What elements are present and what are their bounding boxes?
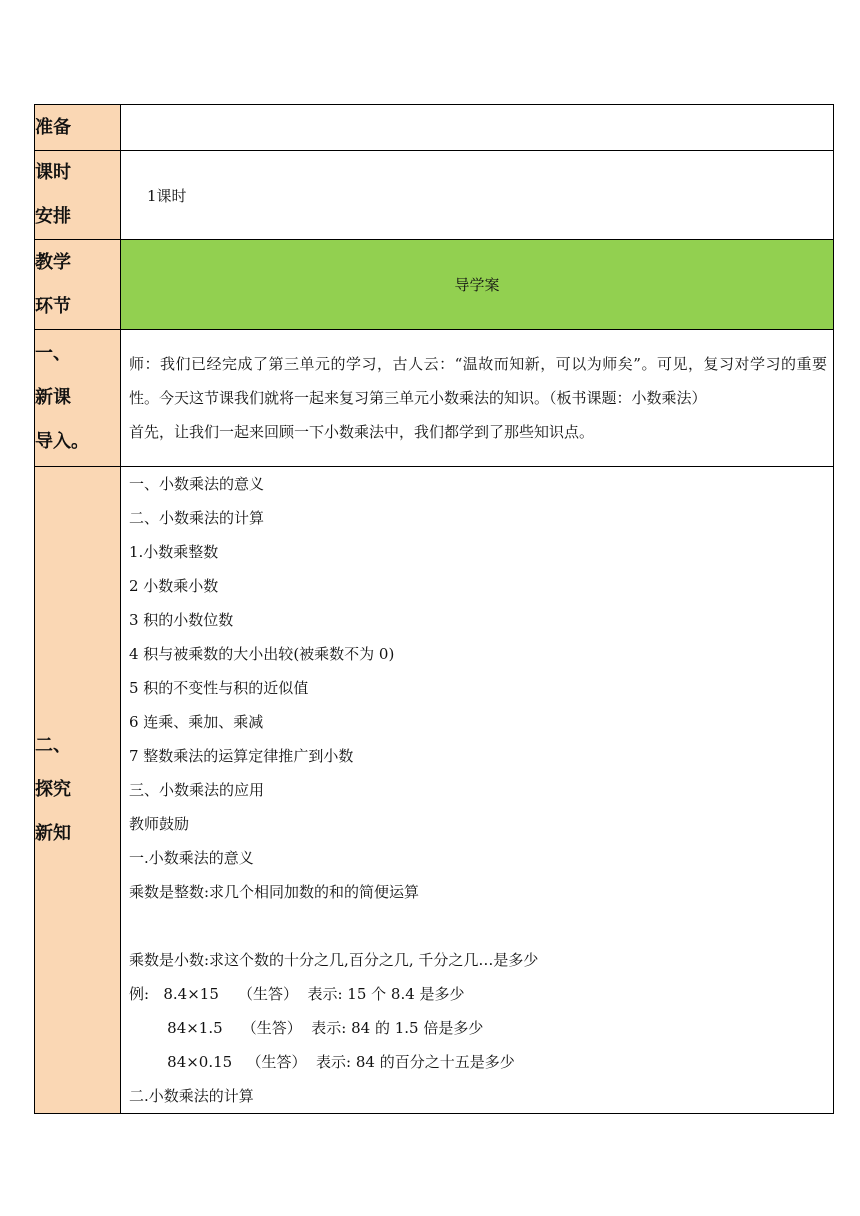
content-stage: 导学案 (121, 240, 834, 330)
explore-line: 例: 8.4×15 （生答） 表示: 15 个 8.4 是多少 (129, 985, 465, 1003)
explore-line: 教师鼓励 (129, 815, 190, 833)
label-explore-line2: 探究 (35, 779, 71, 800)
explore-line: 2 小数乘小数 (129, 577, 219, 595)
content-prep (121, 105, 834, 151)
explore-line: 7 整数乘法的运算定律推广到小数 (129, 747, 354, 765)
explore-line: 5 积的不变性与积的近似值 (129, 679, 309, 697)
label-stage-line2: 环节 (35, 295, 71, 317)
explore-line: 6 连乘、乘加、乘减 (129, 713, 264, 731)
row-prep (35, 105, 834, 151)
label-schedule-line2: 安排 (35, 206, 71, 227)
intro-paragraph-1: 师：我们已经完成了第三单元的学习，古人云：“温故而知新，可以为师矣”。可见，复习对学习的重要性。今天这节课我们就将一起来复习第三单元小数乘法的知识。（板书课题：小数乘法） (129, 355, 827, 407)
label-intro (35, 330, 121, 467)
label-stage-line1: 教学 (35, 251, 71, 273)
explore-line: 二、小数乘法的计算 (129, 509, 265, 527)
row-intro (35, 330, 834, 467)
row-explore (35, 467, 834, 1114)
explore-line: 乘数是整数:求几个相同加数的和的简便运算 (129, 883, 420, 901)
label-intro-line1: 一、 (35, 343, 71, 364)
explore-line: 3 积的小数位数 (129, 611, 234, 629)
label-stage (35, 240, 121, 330)
label-prep (35, 105, 121, 151)
label-schedule-line1: 课时 (35, 162, 71, 183)
row-schedule (35, 151, 834, 240)
label-explore (35, 467, 121, 1114)
content-intro (121, 330, 834, 467)
label-intro-line2: 新课 (35, 387, 71, 408)
label-intro-line3: 导入。 (35, 431, 89, 452)
content-schedule (121, 151, 834, 240)
row-stage (35, 240, 834, 330)
explore-line: 一、小数乘法的意义 (129, 475, 265, 493)
explore-line: 1.小数乘整数 (129, 543, 219, 561)
lesson-plan-table (34, 104, 834, 1114)
explore-line: 4 积与被乘数的大小出较(被乘数不为 0) (129, 645, 395, 663)
schedule-text: 1课时 (147, 186, 187, 205)
label-explore-line1: 二、 (35, 735, 71, 756)
explore-line: 乘数是小数:求这个数的十分之几,百分之几, 千分之几…是多少 (129, 951, 539, 969)
explore-line: 84×1.5 （生答） 表示: 84 的 1.5 倍是多少 (129, 1019, 484, 1037)
explore-line: 84×0.15 （生答） 表示: 84 的百分之十五是多少 (129, 1053, 515, 1071)
label-schedule (35, 151, 121, 240)
content-explore (121, 467, 834, 1114)
label-prep-text: 准备 (35, 116, 71, 138)
explore-lines (121, 467, 833, 1113)
label-explore-line3: 新知 (35, 823, 71, 844)
explore-line: 三、小数乘法的应用 (129, 781, 265, 799)
explore-line: 二.小数乘法的计算 (129, 1087, 254, 1105)
explore-line: 一.小数乘法的意义 (129, 849, 254, 867)
intro-paragraph-2: 首先，让我们一起来回顾一下小数乘法中，我们都学到了那些知识点。 (129, 423, 595, 441)
